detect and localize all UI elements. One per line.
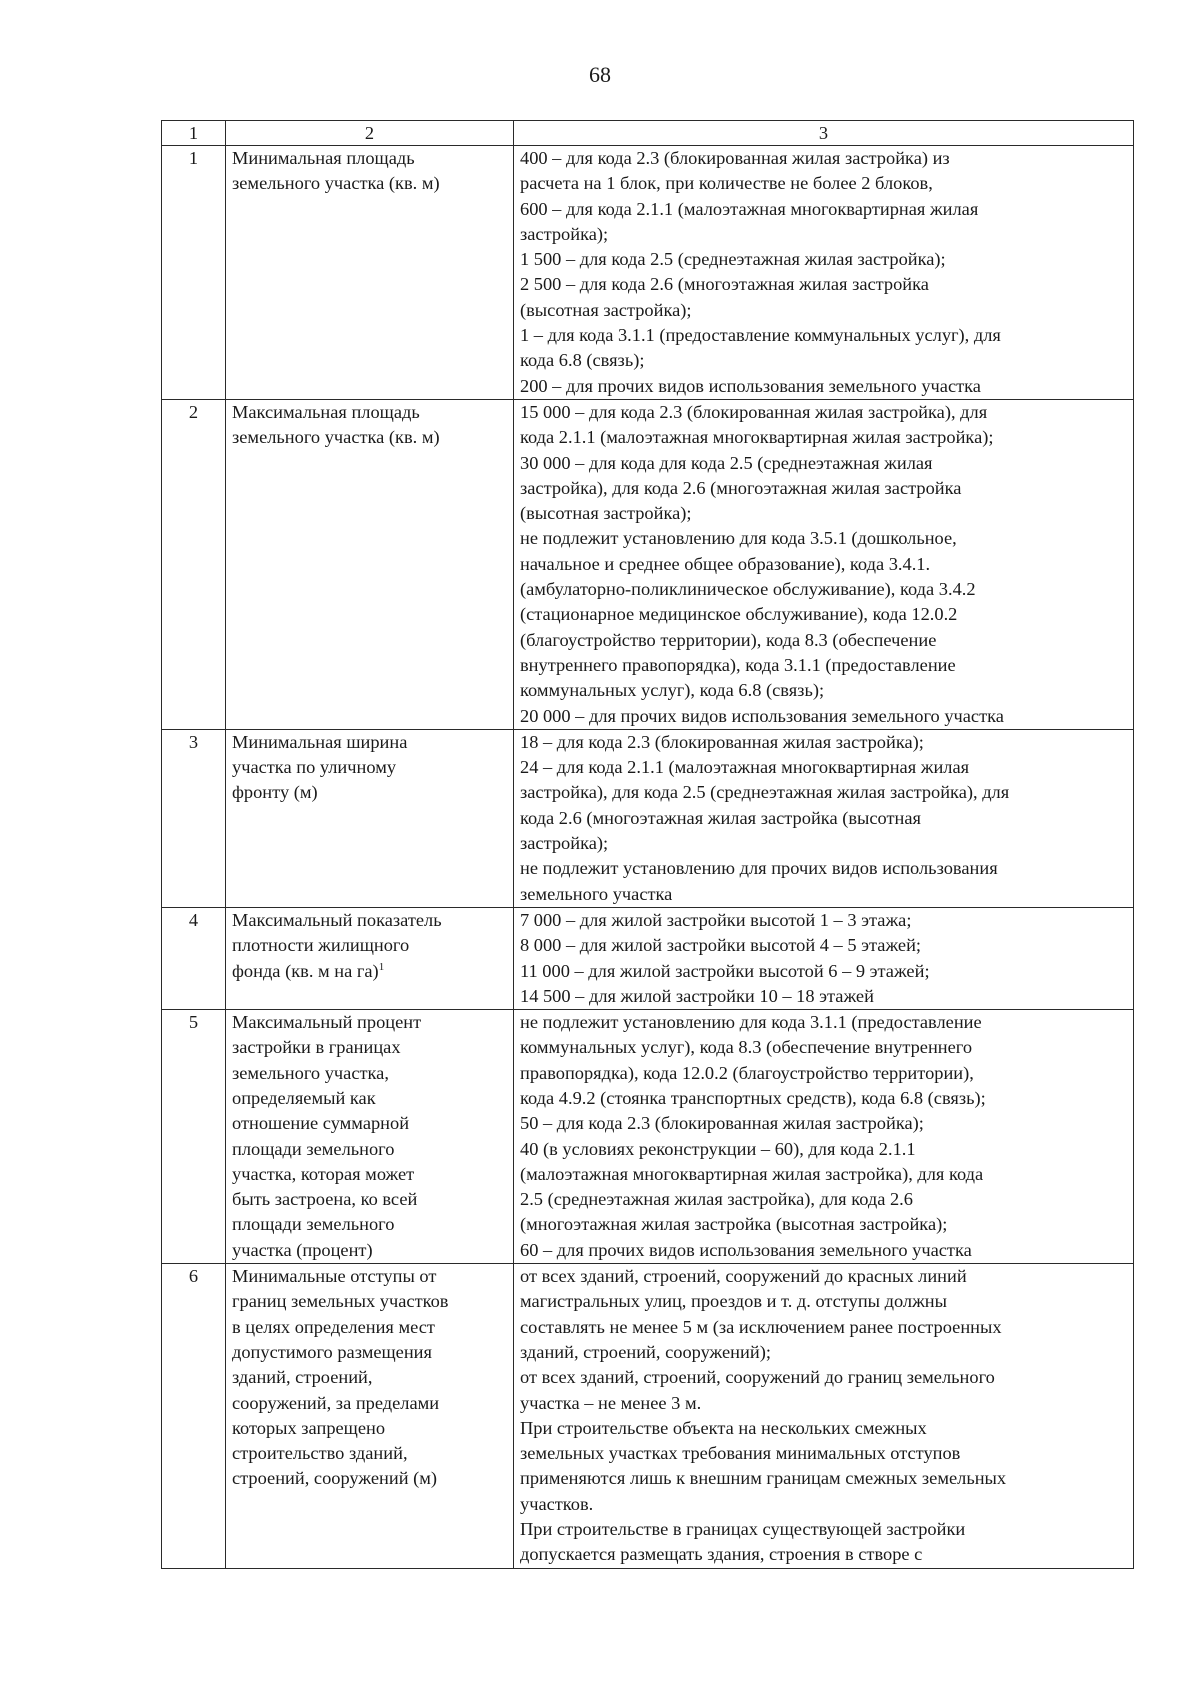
parameter-line (232, 1212, 507, 1237)
parameter-line (232, 1441, 507, 1466)
parameter-line (232, 1061, 507, 1086)
parameter-text: участка, которая может (232, 1163, 415, 1184)
regulations-table (161, 120, 1134, 1569)
value-line: земельных участках требования минимальных отступов (520, 1443, 961, 1464)
row-number: 5 (162, 1010, 226, 1264)
parameter-line (232, 1365, 507, 1390)
row-number: 6 (162, 1264, 226, 1569)
header-col-2: 2 (226, 121, 514, 146)
value-line: кода 2.1.1 (малоэтажная многоквартирная жилая застройка); (520, 427, 994, 448)
parameter-line (232, 1391, 507, 1416)
value-line: 20 000 – для прочих видов использования земельного участка (520, 705, 1004, 726)
value-line: застройка); (520, 223, 609, 244)
value-line: застройка), для кода 2.6 (многоэтажная жилая застройка (520, 477, 962, 498)
parameter-line (232, 146, 507, 171)
parameter-cell (226, 399, 514, 729)
parameter-line (232, 1289, 507, 1314)
value-line: (малоэтажная многоквартирная жилая застройка), для кода (520, 1163, 984, 1184)
parameter-text: земельного участка (кв. м) (232, 173, 440, 194)
parameter-text: зданий, строений, (232, 1367, 373, 1388)
parameter-line (232, 1466, 507, 1491)
value-line: коммунальных услуг), кода 6.8 (связь); (520, 680, 825, 701)
table-header-row (162, 121, 1134, 146)
parameter-text: допустимого размещения (232, 1341, 432, 1362)
value-line: 15 000 – для кода 2.3 (блокированная жилая застройка), для (520, 401, 988, 422)
parameter-text: участка (процент) (232, 1239, 373, 1260)
parameter-line (232, 1162, 507, 1187)
value-line: 30 000 – для кода для кода 2.5 (среднеэтажная жилая (520, 452, 933, 473)
value-line: При строительстве объекта на нескольких смежных (520, 1417, 927, 1438)
parameter-text: Минимальные отступы от (232, 1266, 437, 1287)
parameter-text: площади земельного (232, 1138, 395, 1159)
table-row (162, 1264, 1134, 1569)
parameter-line (232, 1340, 507, 1365)
table-row (162, 146, 1134, 400)
parameter-line (232, 1086, 507, 1111)
parameter-text: Максимальный процент (232, 1012, 422, 1033)
value-line: внутреннего правопорядка), кода 3.1.1 (предоставление (520, 654, 956, 675)
value-line: 600 – для кода 2.1.1 (малоэтажная многоквартирная жилая (520, 198, 979, 219)
value-line: магистральных улиц, проездов и т. д. отступы должны (520, 1291, 948, 1312)
value-line: При строительстве в границах существующей застройки (520, 1519, 966, 1540)
value-line: кода 2.6 (многоэтажная жилая застройка (высотная (520, 807, 921, 828)
parameter-text: участка по уличному (232, 757, 397, 778)
value-line: 14 500 – для жилой застройки 10 – 18 этажей (520, 985, 874, 1006)
value-line: коммунальных услуг), кода 8.3 (обеспечение внутреннего (520, 1037, 973, 1058)
value-line: 11 000 – для жилой застройки высотой 6 – 9 этажей; (520, 960, 930, 981)
value-line: от всех зданий, строений, сооружений до красных линий (520, 1266, 967, 1287)
parameter-text: площади земельного (232, 1214, 395, 1235)
value-line: 24 – для кода 2.1.1 (малоэтажная многоквартирная жилая (520, 757, 970, 778)
parameter-text: строительство зданий, (232, 1443, 408, 1464)
parameter-text: Минимальная ширина (232, 731, 408, 752)
parameter-text: земельного участка (кв. м) (232, 427, 440, 448)
value-cell (514, 146, 1134, 400)
value-line: не подлежит установлению для прочих видов использования (520, 858, 998, 879)
value-cell (514, 399, 1134, 729)
parameter-line (232, 1315, 507, 1340)
value-line: участков. (520, 1493, 594, 1514)
value-line: 18 – для кода 2.3 (блокированная жилая застройка); (520, 731, 924, 752)
table-row (162, 399, 1134, 729)
parameter-line (232, 171, 507, 196)
parameter-cell (226, 1010, 514, 1264)
parameter-text: плотности жилищного (232, 935, 410, 956)
value-cell (514, 1010, 1134, 1264)
parameter-cell (226, 907, 514, 1009)
value-line: 60 – для прочих видов использования земельного участка (520, 1239, 972, 1260)
parameter-text: отношение суммарной (232, 1113, 410, 1134)
parameter-line (232, 1264, 507, 1289)
parameter-text: определяемый как (232, 1087, 376, 1108)
value-line: (благоустройство территории), кода 8.3 (обеспечение (520, 629, 937, 650)
parameter-text: фронту (м) (232, 782, 318, 803)
table-row (162, 907, 1134, 1009)
value-line: кода 6.8 (связь); (520, 350, 645, 371)
parameter-line (232, 1010, 507, 1035)
parameter-text: сооружений, за пределами (232, 1392, 440, 1413)
value-line: 400 – для кода 2.3 (блокированная жилая застройка) из (520, 148, 950, 168)
parameter-line (232, 755, 507, 780)
parameter-cell (226, 146, 514, 400)
value-line: (стационарное медицинское обслуживание), кода 12.0.2 (520, 604, 958, 625)
value-line: не подлежит установлению для кода 3.5.1 (дошкольное, (520, 528, 957, 549)
parameter-line (232, 780, 507, 805)
value-line: земельного участка (520, 883, 673, 904)
value-line: начальное и среднее общее образование), кода 3.4.1. (520, 553, 931, 574)
parameter-line (232, 425, 507, 450)
header-col-3: 3 (514, 121, 1134, 146)
value-line: от всех зданий, строений, сооружений до границ земельного (520, 1367, 995, 1388)
value-line: (высотная застройка); (520, 503, 692, 524)
parameter-text: фонда (кв. м на га) (232, 960, 379, 981)
parameter-text: застройки в границах (232, 1037, 401, 1058)
value-line: застройка), для кода 2.5 (среднеэтажная жилая застройка), для (520, 782, 1010, 803)
header-col-1: 1 (162, 121, 226, 146)
footnote-mark: 1 (378, 960, 385, 973)
parameter-text: которых запрещено (232, 1417, 386, 1438)
parameter-line (232, 1416, 507, 1441)
row-number: 2 (162, 399, 226, 729)
row-number: 1 (162, 146, 226, 400)
value-line: 200 – для прочих видов использования земельного участка (520, 375, 981, 396)
parameter-text: Максимальная площадь (232, 401, 420, 422)
value-line: не подлежит установлению для кода 3.1.1 (предоставление (520, 1012, 982, 1033)
parameter-line (232, 1238, 507, 1263)
value-line: составлять не менее 5 м (за исключением ранее построенных (520, 1316, 1002, 1337)
value-line: правопорядка), кода 12.0.2 (благоустройство территории), (520, 1062, 974, 1083)
parameter-line (232, 400, 507, 425)
parameter-text: Минимальная площадь (232, 148, 415, 168)
value-line: 50 – для кода 2.3 (блокированная жилая застройка); (520, 1113, 924, 1134)
parameter-line (232, 1137, 507, 1162)
value-line: допускается размещать здания, строения в створе с (520, 1544, 923, 1565)
value-line: 7 000 – для жилой застройки высотой 1 – 3 этажа; (520, 909, 912, 930)
value-line: (высотная застройка); (520, 299, 692, 320)
parameter-text: строений, сооружений (м) (232, 1468, 438, 1489)
table-row (162, 1010, 1134, 1264)
value-line: 1 500 – для кода 2.5 (среднеэтажная жилая застройка); (520, 249, 946, 270)
value-line: участка – не менее 3 м. (520, 1392, 702, 1413)
page-number: 68 (589, 62, 611, 87)
parameter-line (232, 959, 507, 984)
parameter-text: в целях определения мест (232, 1316, 435, 1337)
value-line: зданий, строений, сооружений); (520, 1341, 771, 1362)
value-line: расчета на 1 блок, при количестве не более 2 блоков, (520, 173, 933, 194)
table-row (162, 729, 1134, 907)
value-cell (514, 1264, 1134, 1569)
value-cell (514, 729, 1134, 907)
row-number: 4 (162, 907, 226, 1009)
parameter-line (232, 933, 507, 958)
parameter-cell (226, 729, 514, 907)
parameter-line (232, 730, 507, 755)
value-line: 40 (в условиях реконструкции – 60), для кода 2.1.1 (520, 1138, 916, 1159)
parameter-text: границ земельных участков (232, 1291, 449, 1312)
parameter-line (232, 1111, 507, 1136)
value-line: застройка); (520, 833, 609, 854)
parameter-text: Максимальный показатель (232, 909, 442, 930)
parameter-cell (226, 1264, 514, 1569)
parameter-text: быть застроена, ко всей (232, 1189, 418, 1210)
value-line: (амбулаторно-поликлиническое обслуживание), кода 3.4.2 (520, 579, 976, 600)
value-line: 8 000 – для жилой застройки высотой 4 – 5 этажей; (520, 935, 922, 956)
parameter-line (232, 1035, 507, 1060)
value-line: (многоэтажная жилая застройка (высотная застройка); (520, 1214, 948, 1235)
parameter-text: земельного участка, (232, 1062, 389, 1083)
parameter-line (232, 908, 507, 933)
value-line: 2 500 – для кода 2.6 (многоэтажная жилая застройка (520, 274, 929, 295)
value-line: 1 – для кода 3.1.1 (предоставление коммунальных услуг), для (520, 325, 1001, 346)
value-line: применяются лишь к внешним границам смежных земельных (520, 1468, 1007, 1489)
parameter-line (232, 1187, 507, 1212)
value-line: 2.5 (среднеэтажная жилая застройка), для кода 2.6 (520, 1189, 913, 1210)
row-number: 3 (162, 729, 226, 907)
value-cell (514, 907, 1134, 1009)
value-line: кода 4.9.2 (стоянка транспортных средств), кода 6.8 (связь); (520, 1087, 986, 1108)
